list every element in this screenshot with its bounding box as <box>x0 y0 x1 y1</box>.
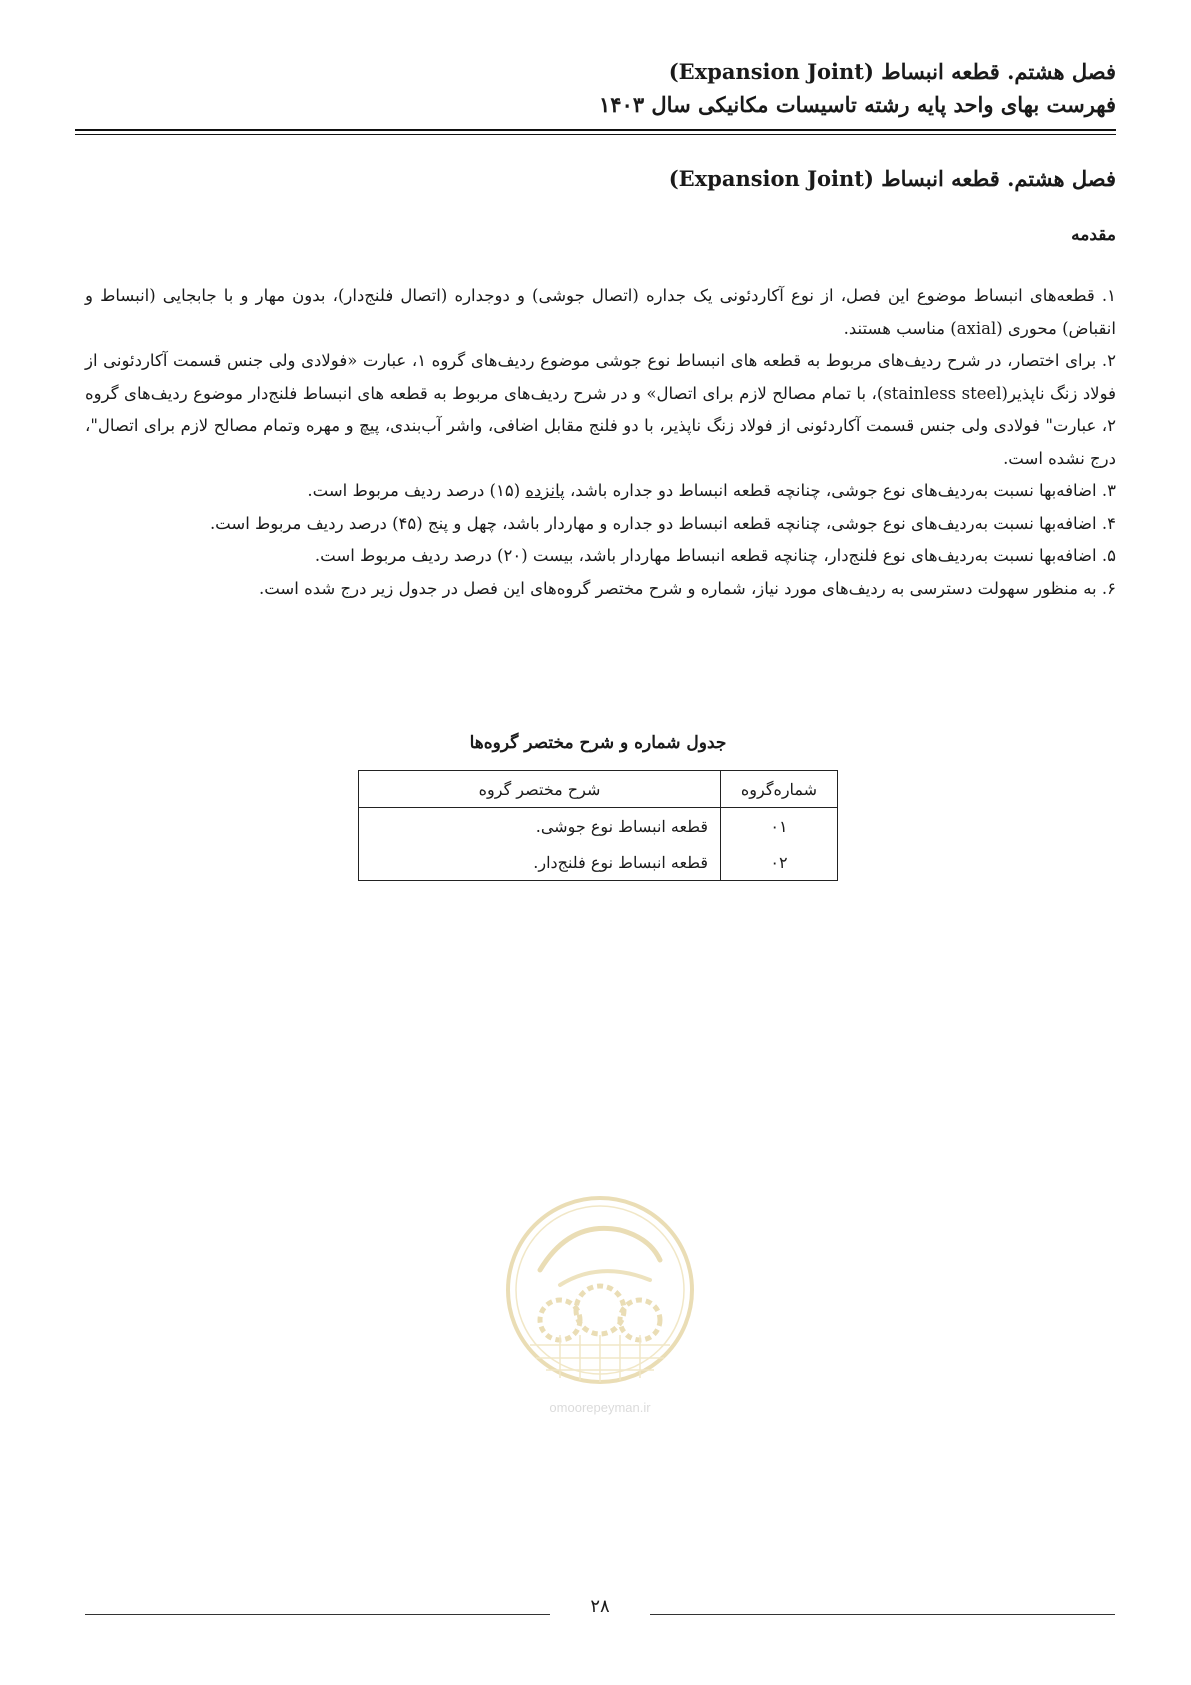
column-header-group-number: شماره‌گروه <box>721 771 838 808</box>
intro-body <box>85 280 1116 605</box>
footer-rule-left <box>85 1614 550 1615</box>
group-number-cell: ۰۲ <box>721 844 838 881</box>
paragraph-6: ۶. به منظور سهولت دسترسی به ردیف‌های مورد نیاز، شماره و شرح مختصر گروه‌های این فصل در جدول زیر درج شده است. <box>258 578 1116 598</box>
paragraph-3-end: (۱۵) درصد ردیف مربوط است. <box>307 481 526 500</box>
footer-rule-right <box>650 1614 1115 1615</box>
table-row <box>359 844 838 881</box>
watermark-logo <box>500 1190 700 1420</box>
chapter-title: فصل هشتم. قطعه انبساط (Expansion Joint) <box>668 166 1116 191</box>
table-row <box>359 808 838 845</box>
column-header-group-description: شرح مختصر گروه <box>359 771 721 808</box>
paragraph-3 <box>85 475 1116 508</box>
watermark-url: omoorepeyman.ir <box>549 1400 651 1415</box>
paragraph-3-underlined: پانزده <box>525 481 565 500</box>
header-rule-thin <box>75 134 1116 135</box>
paragraph-3-start: ۳. اضافه‌بها نسبت به‌ردیف‌های نوع جوشی، چنانچه قطعه انبساط دو جداره باشد، <box>564 481 1116 500</box>
paragraph-5: ۵. اضافه‌بها نسبت به‌ردیف‌های نوع فلنج‌دار، چنانچه قطعه انبساط مهاردار باشد، بیست (۲۰) درصد ردیف مربوط است. <box>314 546 1116 565</box>
paragraph-4: ۴. اضافه‌بها نسبت به‌ردیف‌های نوع جوشی، چنانچه قطعه انبساط دو جداره و مهاردار باشد، چهل و پنج (۴۵) درصد ردیف مربوط است. <box>209 513 1116 533</box>
paragraph-2: ۲. برای اختصار، در شرح ردیف‌های مربوط به قطعه های انبساط نوع جوشی موضوع ردیف‌های گروه ۱، عبارت «فولادی ولی جنس قسمت آکاردئونی از فولاد زنگ ناپذیر(stainless steel)، با تمام مصالح لازم برای اتصال» و در شرح ردیف‌های مربوط به قطعه های انبساط فلنج‌دار موضوع ردیف‌های گروه ۲، عبارت" فولادی ولی جنس قسمت آکاردئونی از فولاد زنگ ناپذیر، با دو فلنج مقابل اضافی، واشر آب‌بندی، پیچ و مهره وتمام مصالح لازم برای اتصال"، درج نشده است. <box>85 351 1117 468</box>
table-header-row <box>359 771 838 808</box>
group-description-cell: قطعه انبساط نوع فلنج‌دار. <box>533 852 708 872</box>
page-header <box>75 56 1116 122</box>
group-description-cell: قطعه انبساط نوع جوشی. <box>535 816 708 836</box>
group-number-cell: ۰۱ <box>721 808 838 845</box>
header-chapter: فصل هشتم. قطعه انبساط (Expansion Joint) <box>668 59 1116 84</box>
header-document-title: فهرست بهای واحد پایه رشته تاسیسات مکانیکی سال ۱۴۰۳ <box>598 92 1116 117</box>
paragraph-1: ۱. قطعه‌های انبساط موضوع این فصل، از نوع آکاردئونی یک جداره (اتصال جوشی) و دوجداره (اتصال فلنج‌دار)، بدون مهار و با جابجایی (انبساط و انقباض) محوری (axial) مناسب هستند. <box>85 286 1116 338</box>
header-rule-thick <box>75 129 1116 131</box>
omoorepeyman-logo-icon <box>500 1190 700 1420</box>
section-title-intro: مقدمه <box>1071 225 1116 245</box>
table-caption: جدول شماره و شرح مختصر گروه‌ها <box>469 733 727 753</box>
groups-table <box>358 770 838 881</box>
page-number: ۲۸ <box>590 1596 610 1617</box>
